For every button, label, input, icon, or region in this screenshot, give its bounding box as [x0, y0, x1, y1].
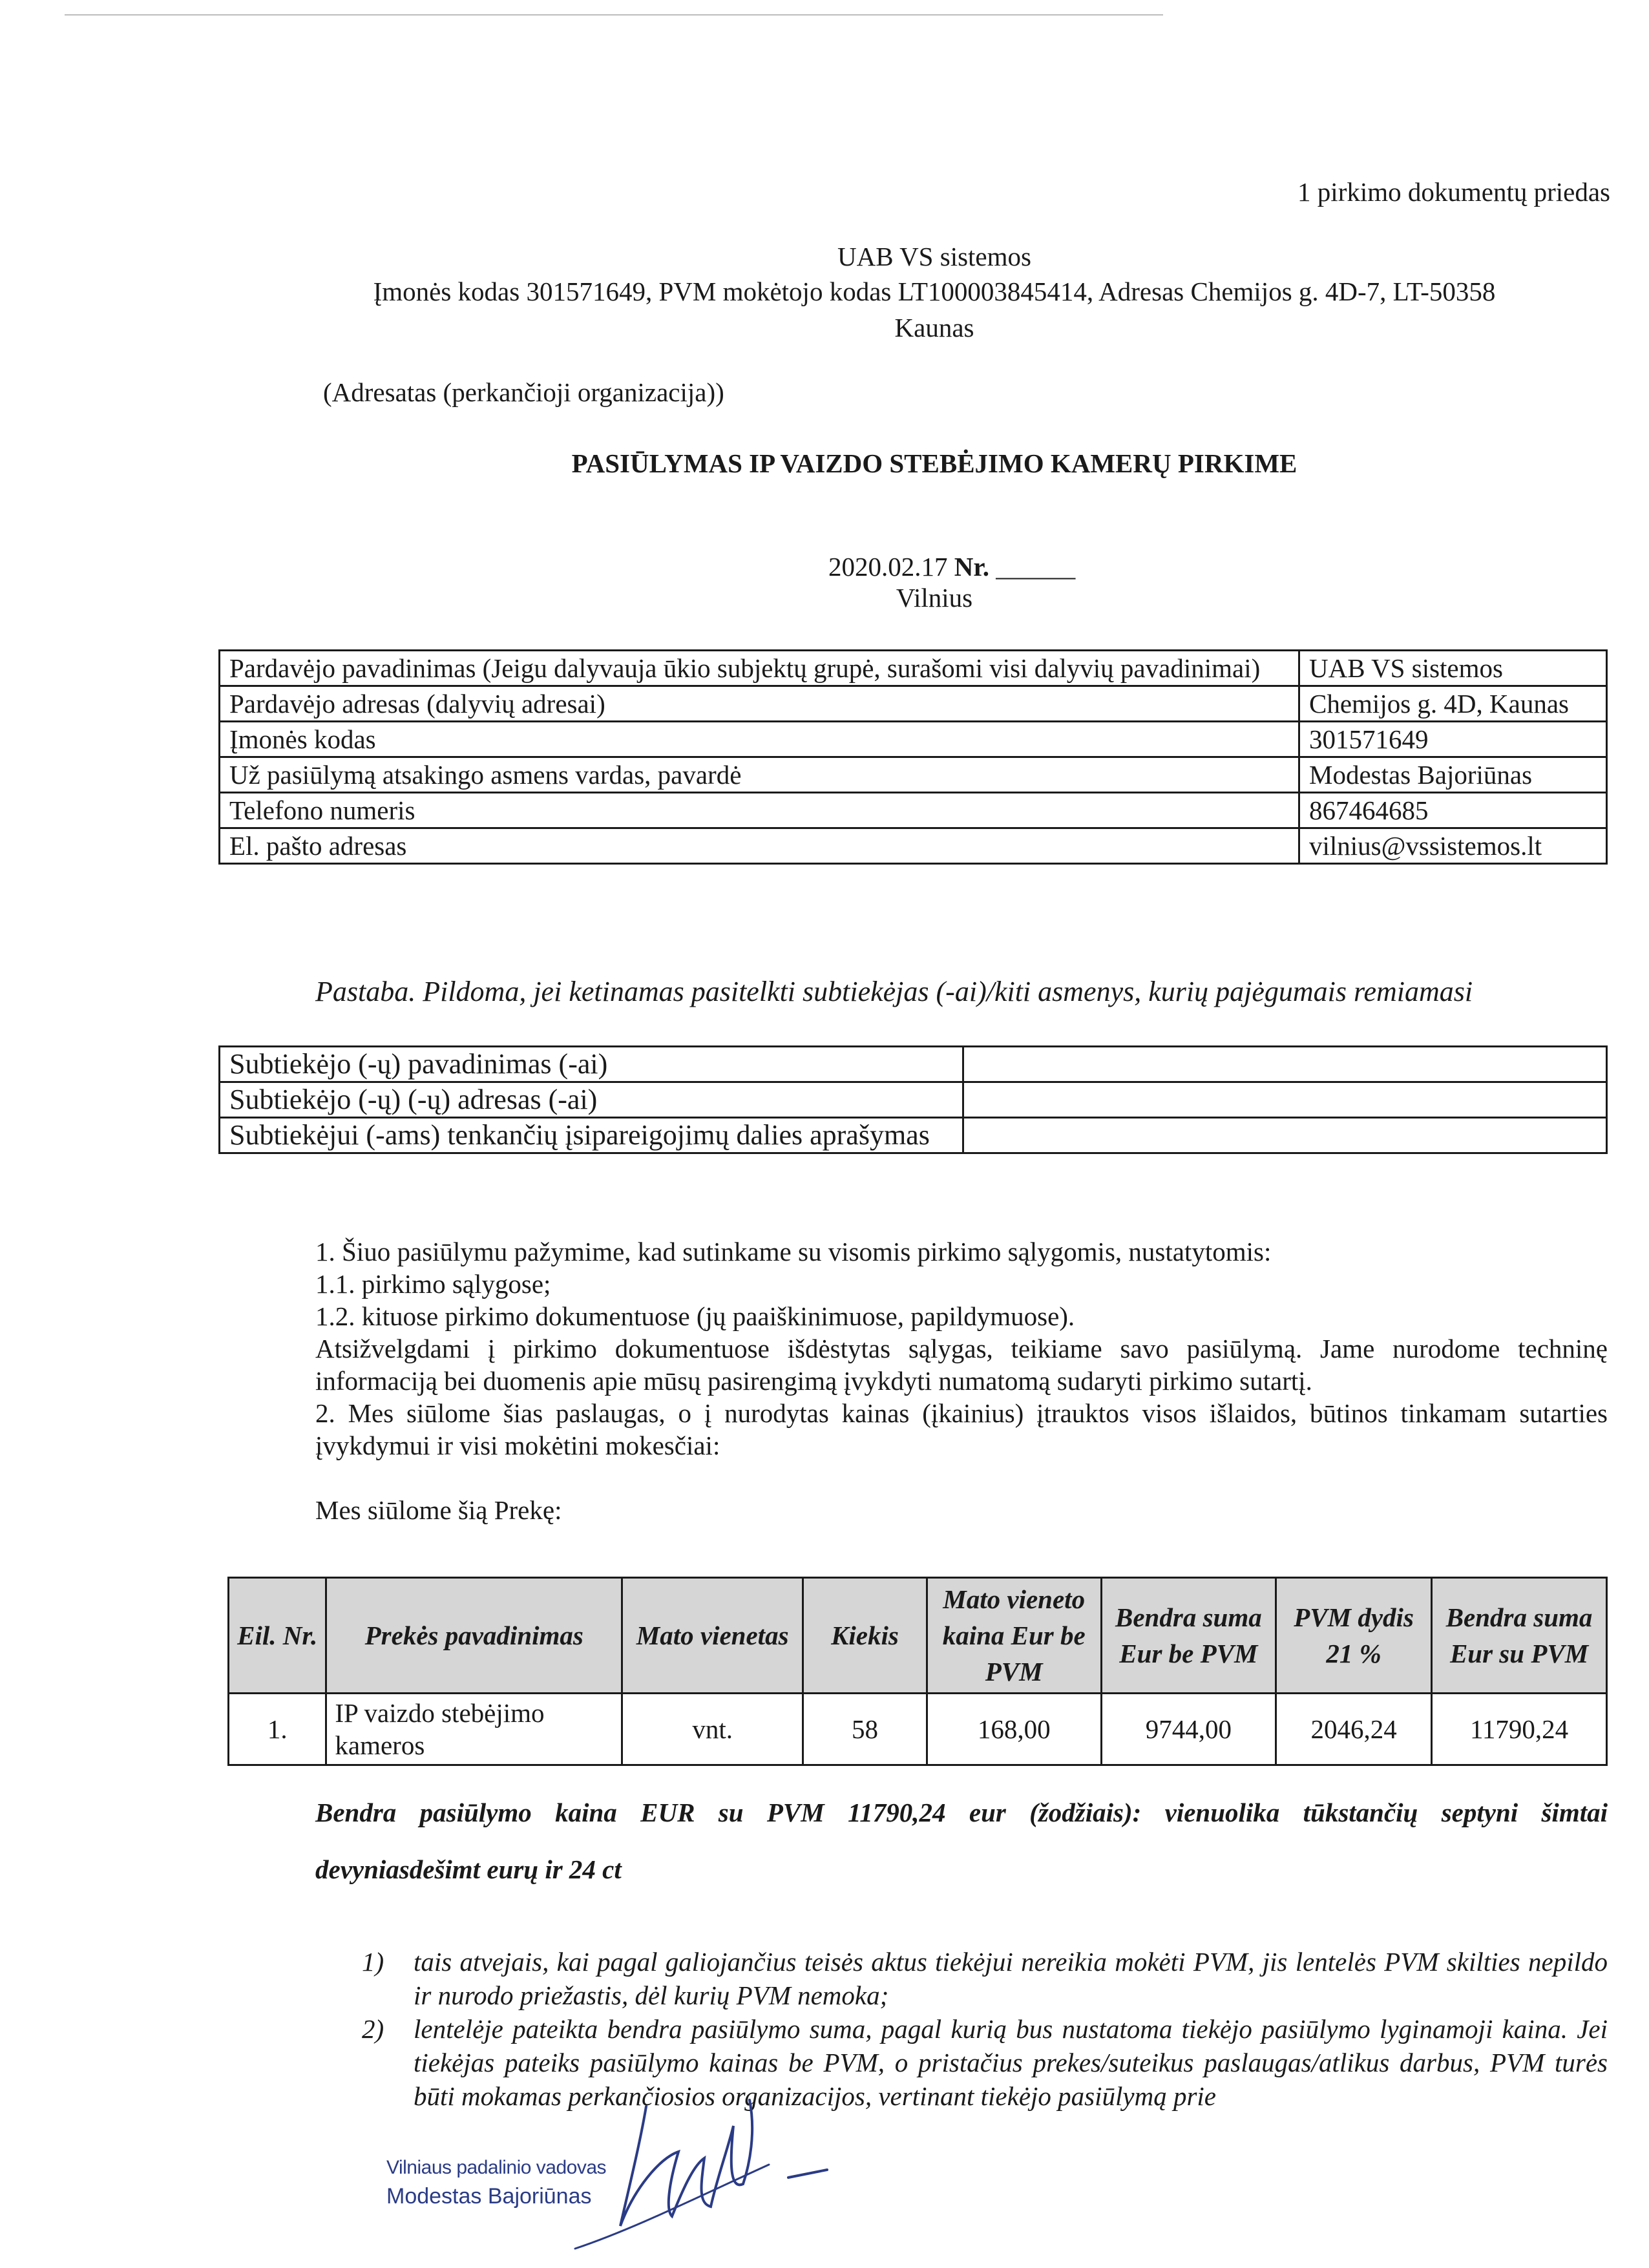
seller-label: El. pašto adresas	[220, 828, 1299, 864]
column-header: Eil. Nr.	[229, 1578, 326, 1694]
unit-price: 168,00	[927, 1694, 1101, 1765]
seller-value: UAB VS sistemos	[1299, 651, 1607, 686]
seller-label: Pardavėjo adresas (dalyvių adresai)	[220, 686, 1299, 722]
footnotes	[362, 1945, 1608, 2113]
signature-dash	[788, 2170, 827, 2178]
table-row	[220, 1047, 1607, 1082]
appendix-label: 1 pirkimo dokumentų priedas	[1297, 177, 1610, 207]
body-section	[315, 1235, 1608, 1526]
price-table	[227, 1577, 1608, 1766]
seller-label: Pardavėjo pavadinimas (Jeigu dalyvauja ūkio subjektų grupė, surašomi visi dalyvių pavadinimai)	[220, 651, 1299, 686]
table-row	[220, 1082, 1607, 1118]
table-row	[220, 686, 1607, 722]
table-row	[220, 828, 1607, 864]
subcontractor-label: Subtiekėjo (-ų) (-ų) adresas (-ai)	[220, 1082, 963, 1118]
seller-value: 301571649	[1299, 722, 1607, 757]
vat-amount: 2046,24	[1276, 1694, 1432, 1765]
paragraph-considering: Atsižvelgdami į pirkimo dokumentuose išdėstytas sąlygas, teikiame savo pasiūlymą. Jame nurodome techninę informaciją bei duomenis apie mūsų pasirengimą įvykdyti numatomą sudaryti pirkimo sutartį.	[315, 1334, 1608, 1396]
number-blank: ______	[996, 552, 1076, 582]
subcontractor-label: Subtiekėjo (-ų) pavadinimas (-ai)	[220, 1047, 963, 1082]
column-header: Prekės pavadinimas	[326, 1578, 622, 1694]
paragraph-2: 2. Mes siūlome šias paslaugas, o į nurodytas kainas (įkainius) įtrauktos visos išlaidos, būtinos tinkamam sutarties įvykdymui ir visi mokėtini mokesčiai:	[315, 1398, 1608, 1460]
addressee: (Adresatas (perkančioji organizacija))	[323, 377, 724, 407]
date-line	[828, 551, 1075, 583]
note-text: Pildoma, jei ketinamas pasitelkti subtiekėjas (-ai)/kiti asmenys, kurių pajėgumais remiamasi	[423, 976, 1473, 1007]
stamp-name: Modestas Bajoriūnas	[386, 2184, 592, 2209]
product-name: IP vaizdo stebėjimo kameros	[326, 1694, 622, 1765]
table-row	[220, 757, 1607, 793]
seller-value: Chemijos g. 4D, Kaunas	[1299, 686, 1607, 722]
row-number: 1.	[229, 1694, 326, 1765]
subcontractor-label: Subtiekėjui (-ams) tenkančių įsipareigojimų dalies aprašymas	[220, 1118, 963, 1153]
seller-label: Už pasiūlymą atsakingo asmens vardas, pavardė	[220, 757, 1299, 793]
scan-edge-line	[65, 14, 1163, 16]
seller-info-table	[218, 649, 1608, 865]
subcontractor-value	[963, 1118, 1607, 1153]
table-row	[220, 722, 1607, 757]
footnote-number: 1)	[362, 1947, 384, 1977]
table-row	[220, 651, 1607, 686]
paragraph-1: 1. Šiuo pasiūlymu pažymime, kad sutinkame su visomis pirkimo sąlygomis, nustatytomis:	[315, 1237, 1272, 1266]
paragraph-1-2: 1.2. kituose pirkimo dokumentuose (jų paaiškinimuose, papildymuose).	[315, 1301, 1075, 1331]
column-header: Mato vieneto kaina Eur be PVM	[927, 1578, 1101, 1694]
total-ex-vat: 9744,00	[1101, 1694, 1276, 1765]
stamp-role: Vilniaus padalinio vadovas	[386, 2157, 607, 2178]
company-city: Kaunas	[894, 313, 974, 342]
date: 2020.02.17	[828, 552, 948, 582]
footnote-text: tais atvejais, kai pagal galiojančius teisės aktus tiekėjui nereikia mokėti PVM, jis lentelės PVM skilties nepildo ir nurodo priežastis, dėl kurių PVM nemoka;	[414, 1947, 1608, 2010]
company-details: Įmonės kodas 301571649, PVM mokėtojo kodas LT100003845414, Adresas Chemijos g. 4D-7, LT-50358	[373, 277, 1496, 306]
table-row	[229, 1694, 1607, 1765]
seller-value: 867464685	[1299, 793, 1607, 828]
seller-value: Modestas Bajoriūnas	[1299, 757, 1607, 793]
column-header: Bendra suma Eur be PVM	[1101, 1578, 1276, 1694]
column-header: Mato vienetas	[622, 1578, 803, 1694]
document-title: PASIŪLYMAS IP VAIZDO STEBĖJIMO KAMERŲ PIRKIME	[571, 448, 1297, 478]
note-prefix: Pastaba.	[315, 976, 416, 1007]
column-header: Kiekis	[803, 1578, 927, 1694]
seller-label: Telefono numeris	[220, 793, 1299, 828]
city: Vilnius	[896, 583, 973, 613]
footnote	[362, 1945, 1608, 2012]
footnote-number: 2)	[362, 2014, 384, 2044]
signature	[556, 2087, 866, 2255]
column-header: Bendra suma Eur su PVM	[1432, 1578, 1607, 1694]
table-row	[220, 793, 1607, 828]
company-name: UAB VS sistemos	[837, 242, 1031, 271]
table-row	[220, 1118, 1607, 1153]
subcontractor-table	[218, 1045, 1608, 1154]
seller-value: vilnius@vssistemos.lt	[1299, 828, 1607, 864]
total-price-line2: devyniasdešimt eurų ir 24 ct	[315, 1854, 622, 1884]
seller-label: Įmonės kodas	[220, 722, 1299, 757]
total-price-line1: Bendra pasiūlymo kaina EUR su PVM 11790,24 eur (žodžiais): vienuolika tūkstančių septyni šimtai	[315, 1798, 1608, 1827]
unit: vnt.	[622, 1694, 803, 1765]
note	[315, 974, 1608, 1009]
column-header: PVM dydis 21 %	[1276, 1578, 1432, 1694]
subcontractor-value	[963, 1047, 1607, 1082]
total-inc-vat: 11790,24	[1432, 1694, 1607, 1765]
quantity: 58	[803, 1694, 927, 1765]
footnote-text: lentelėje pateikta bendra pasiūlymo suma, pagal kurią bus nustatoma tiekėjo pasiūlymo lyginamoji kaina. Jei tiekėjas pateiks pasiūlymo kainas be PVM, o pristačius prekes/suteikus paslaugas/atlikus darbus, PVM turės būti mokamas perkančiosios organizacijos, vertinant tiekėjo pasiūlymą prie	[414, 2014, 1608, 2111]
footnote	[362, 2012, 1608, 2113]
number-label: Nr.	[954, 552, 990, 582]
signature-stroke	[620, 2100, 752, 2226]
subcontractor-value	[963, 1082, 1607, 1118]
offer-intro: Mes siūlome šią Prekę:	[315, 1495, 562, 1525]
price-table-header	[229, 1578, 1607, 1694]
paragraph-1-1: 1.1. pirkimo sąlygose;	[315, 1269, 551, 1299]
